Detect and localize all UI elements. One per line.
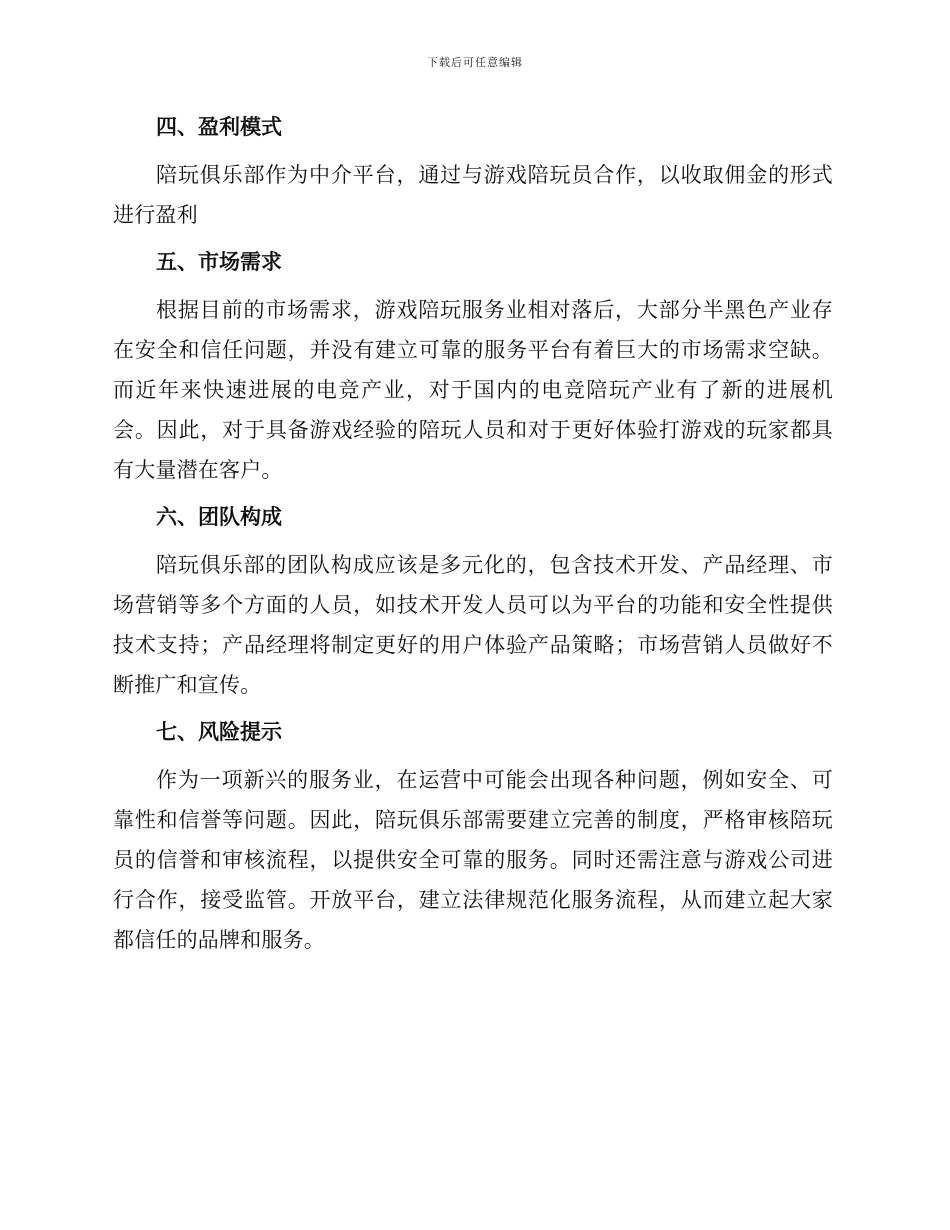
section-heading: 七、风险提示 [156, 720, 282, 744]
section-paragraph: 陪玩俱乐部的团队构成应该是多元化的，包含技术开发、产品经理、市场营销等多个方面的人员，如技术开发人员可以为平台的功能和安全性提供技术支持；产品经理将制定更好的用户体验产品策略；市场营销人员做好不断推广和宣传。 [113, 553, 833, 697]
section-profit-model [113, 110, 833, 235]
section-risk-notice [113, 715, 833, 960]
section-paragraph: 作为一项新兴的服务业，在运营中可能会出现各种问题，例如安全、可靠性和信誉等问题。因此，陪玩俱乐部需要建立完善的制度，严格审核陪玩员的信誉和审核流程，以提供安全可靠的服务。同时还需注意与游戏公司进行合作，接受监管。开放平台，建立法律规范化服务流程，从而建立起大家都信任的品牌和服务。 [113, 768, 833, 952]
section-paragraph: 陪玩俱乐部作为中介平台，通过与游戏陪玩员合作，以收取佣金的形式进行盈利 [113, 163, 833, 227]
section-heading: 五、市场需求 [156, 250, 282, 274]
section-market-demand [113, 245, 833, 490]
page-header: 下载后可任意编辑 [427, 56, 523, 69]
section-heading: 六、团队构成 [156, 505, 282, 529]
section-heading: 四、盈利模式 [156, 115, 282, 139]
document-body [113, 110, 833, 970]
section-team-composition [113, 500, 833, 705]
section-paragraph: 根据目前的市场需求，游戏陪玩服务业相对落后，大部分半黑色产业存在安全和信任问题，并没有建立可靠的服务平台有着巨大的市场需求空缺。而近年来快速进展的电竞产业，对于国内的电竞陪玩产业有了新的进展机会。因此，对于具备游戏经验的陪玩人员和对于更好体验打游戏的玩家都具有大量潜在客户。 [113, 298, 833, 482]
